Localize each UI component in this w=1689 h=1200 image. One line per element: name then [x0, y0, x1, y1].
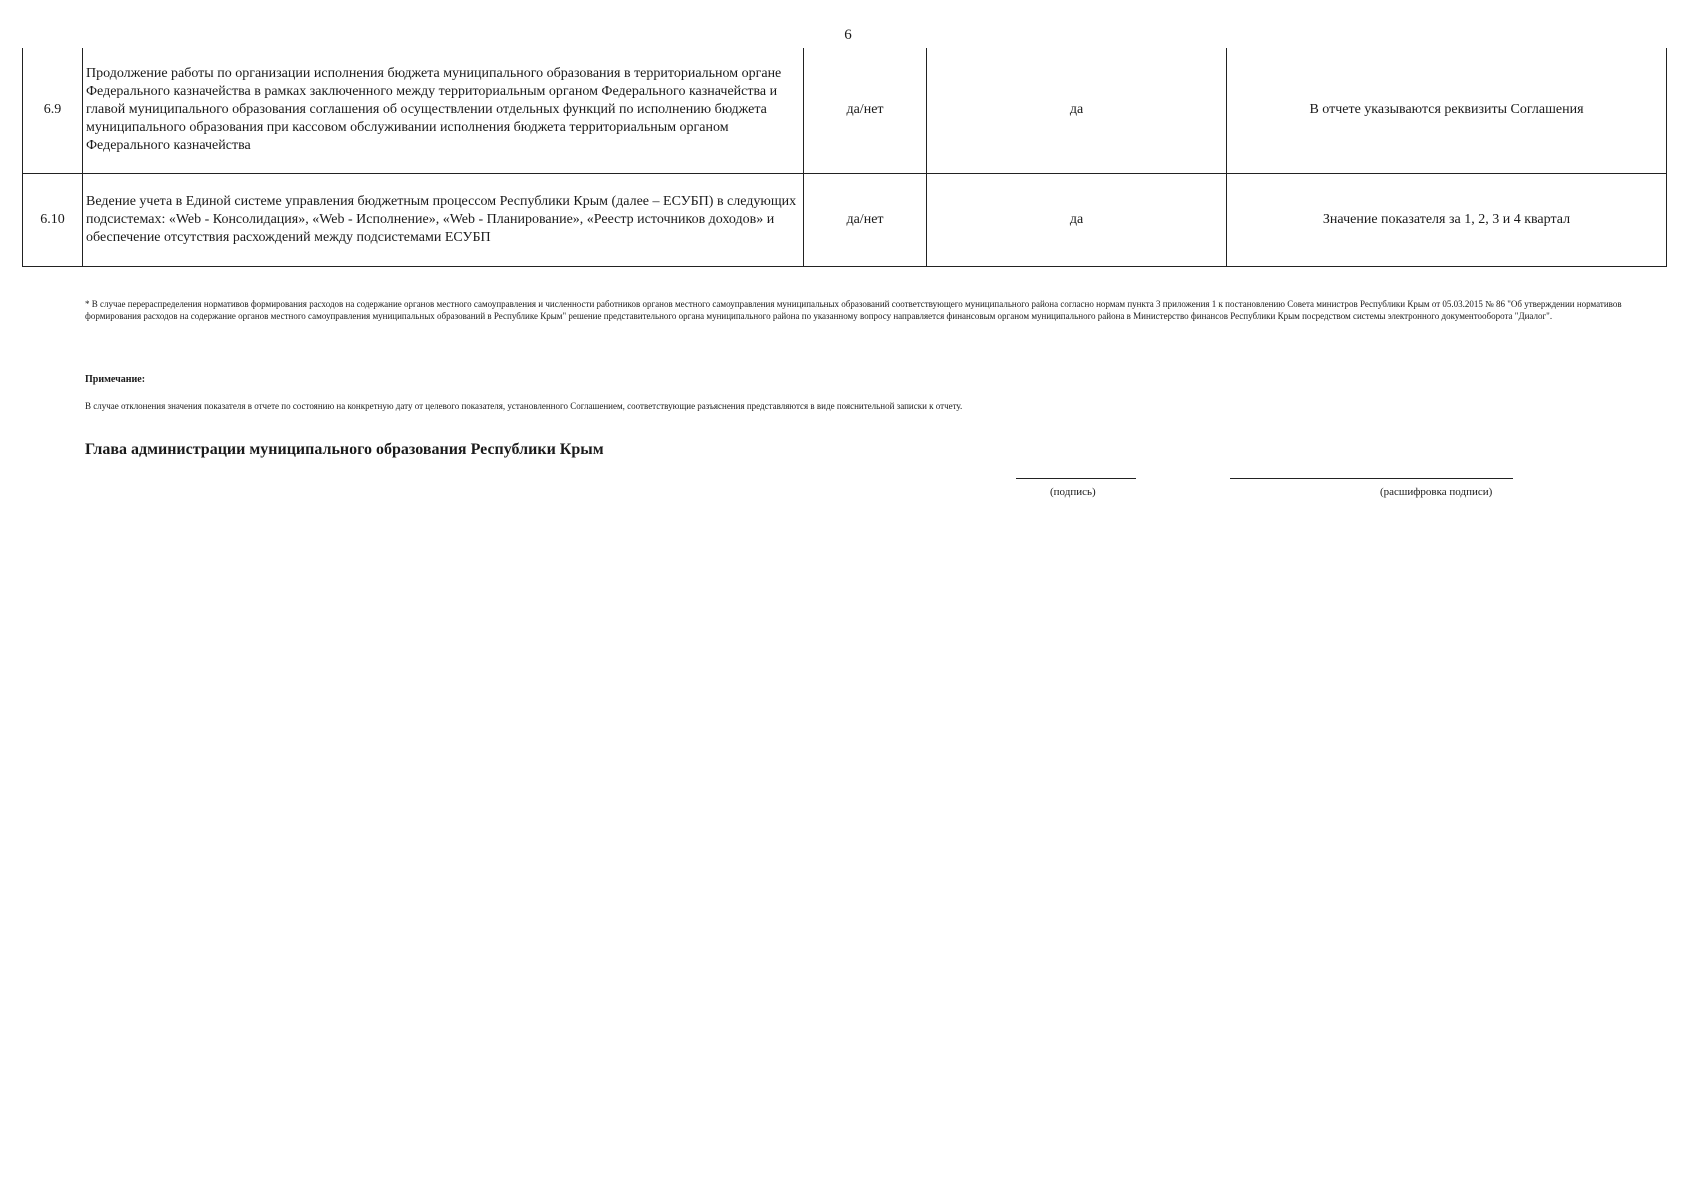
signatory-title: Глава администрации муниципального образования Республики Крым [85, 441, 604, 458]
footnote: * В случае перераспределения нормативов формирования расходов на содержание органов местного самоуправления и численности работников органов местного самоуправления муниципальных образований соответствующего муниципального района согласно нормам пункта 3 приложения 1 к постановлению Совета министров Республики Крым от 05.03.2015 № 86 "Об утверждении нормативов формирования расходов на содержание органов местного самоуправления муниципальных образований в Республике Крым" решение представительного органа муниципального района по указанному вопросу направляется финансовым органом муниципального района в Министерство финансов Республики Крым посредством системы электронного документооборота "Диалог". [85, 299, 1622, 321]
note-text: В случае отклонения значения показателя в отчете по состоянию на конкретную дату от целевого показателя, установленного Соглашением, соответствующие разъяснения представляются в виде пояснительной записки к отчету. [85, 401, 963, 411]
signature-line [1016, 478, 1136, 479]
signature-decode-line [1230, 478, 1513, 479]
row-number: 6.10 [23, 173, 83, 266]
row-number: 6.9 [23, 48, 83, 173]
indicators-table [22, 48, 1667, 267]
page-number: 6 [844, 27, 852, 43]
row-description: Ведение учета в Единой системе управления бюджетным процессом Республики Крым (далее – ЕСУБП) в следующих подсистемах: «Web - Консолидация», «Web - Исполнение», «Web - Планирование», «Реестр источников доходов» и обеспечение отсутствия расхождений между подсистемами ЕСУБП [83, 173, 804, 266]
row-description: Продолжение работы по организации исполнения бюджета муниципального образования в территориальном органе Федерального казначейства в рамках заключенного между территориальным органом Федерального казначейства и главой муниципального образования соглашения об осуществлении отдельных функций по исполнению бюджета муниципального образования при кассовом обслуживании исполнения бюджета территориальным органом Федерального казначейства [83, 48, 804, 173]
row-unit: да/нет [804, 173, 927, 266]
row-unit: да/нет [804, 48, 927, 173]
row-comment: Значение показателя за 1, 2, 3 и 4 квартал [1227, 173, 1667, 266]
row-value: да [927, 48, 1227, 173]
table-row [23, 173, 1667, 266]
signature-decode-caption: (расшифровка подписи) [1380, 486, 1493, 498]
row-value: да [927, 173, 1227, 266]
table-row [23, 48, 1667, 173]
row-comment: В отчете указываются реквизиты Соглашения [1227, 48, 1667, 173]
signature-caption: (подпись) [1050, 486, 1096, 498]
note-title: Примечание: [85, 374, 146, 385]
